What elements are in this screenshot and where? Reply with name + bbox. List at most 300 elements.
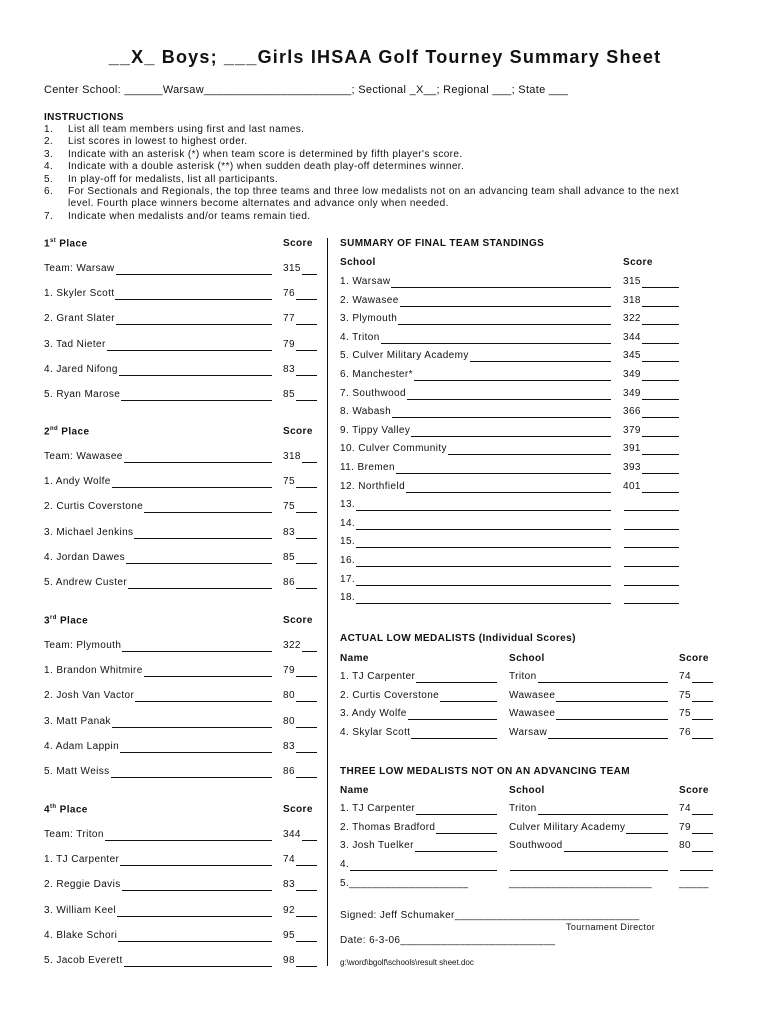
underline [538,671,668,683]
underline [624,592,679,604]
underline [642,350,679,362]
standing-score-field [623,443,679,455]
underline [135,690,272,702]
standing-school-field [340,518,611,530]
standing-score: 349 [623,387,641,399]
name-field [44,389,272,401]
standing-school-field [340,462,611,474]
place-label: Place [61,426,90,438]
underline [642,332,679,344]
underline [415,840,497,852]
score-field [283,476,317,488]
underline [692,708,713,720]
player-name: 5. Jacob Everett [44,955,123,966]
standing-score-field [623,406,679,418]
standing-score: 391 [623,443,641,455]
underline [122,879,272,891]
name-field [44,288,272,300]
name-field [44,879,272,891]
underline [116,313,272,325]
underline [624,555,679,567]
standings-score-header: Score [623,257,653,268]
medalist-score-field [679,859,713,871]
score-field [283,716,317,728]
underline [692,822,713,834]
instruction-text: Indicate with an asterisk (*) when team score is determined by fifth player's score. [68,148,463,160]
underline [391,276,611,288]
medalist-score: 76 [679,727,691,739]
score-header: Score [283,804,313,815]
player-score: 95 [283,929,295,941]
standing-school: 9. Tippy Valley [340,424,411,436]
place-number: 3 [44,615,50,627]
underline [107,339,272,351]
name-field [44,451,272,463]
standing-school-field [340,574,611,586]
score-field [283,690,317,702]
medalist-name-field [340,859,497,871]
medalist-name-field [340,708,497,720]
underline [548,727,668,739]
standing-school-field [340,499,611,511]
standing-school-field [340,443,611,455]
underline [406,481,611,493]
medalist-school: Wawasee [509,689,556,701]
team-score: 315 [283,263,301,274]
instruction-number: 3. [44,148,54,160]
underline [624,518,679,530]
medalist-school-field [509,822,668,834]
standing-school-field [340,332,611,344]
name-field [44,640,272,652]
underline [124,451,272,463]
underline [296,527,317,539]
underline [392,406,611,418]
standing-school-field [340,425,611,437]
medalist-school-field [509,803,668,815]
score-field [283,451,317,463]
underline [134,527,272,539]
player-score: 83 [283,363,295,375]
player-name: 2. Grant Slater [44,313,116,325]
player-name: 3. Michael Jenkins [44,526,134,538]
score-field [283,640,317,652]
underline [296,854,317,866]
non-advancing-score-header: Score [679,785,709,796]
player-name: 3. Tad Nieter [44,338,106,350]
underline [296,288,317,300]
place-heading [44,426,89,437]
player-score: 74 [283,854,295,866]
standings-heading: SUMMARY OF FINAL TEAM STANDINGS [340,238,545,249]
standing-score-field [623,369,679,381]
underline [692,690,713,702]
player-name: 2. Josh Van Vactor [44,690,135,702]
medalist-name: 5.____________________ [340,877,469,889]
name-field [44,476,272,488]
standing-school-field [340,295,611,307]
low-medalists-name-header: Name [340,653,369,664]
player-score: 80 [283,715,295,727]
standing-score-field [623,518,679,530]
place-number: 2 [44,426,50,438]
score-field [283,854,317,866]
instruction-number: 5. [44,173,54,185]
underline [407,388,611,400]
underline [144,501,272,513]
underline [642,481,679,493]
underline [692,727,713,739]
standing-school: 7. Southwood [340,387,406,399]
standing-score-field [623,462,679,474]
place-heading [44,238,87,249]
medalist-name: 1. TJ Carpenter [340,803,416,814]
standing-score-field [623,555,679,567]
standing-school-field [340,369,611,381]
medalist-score: 80 [679,840,691,852]
underline [396,462,611,474]
score-field [283,829,317,841]
standing-school-field [340,350,611,362]
standing-school: 6. Manchester* [340,369,413,380]
name-field [44,577,272,589]
standing-score: 393 [623,462,641,473]
underline [296,905,317,917]
name-field [44,263,272,275]
underline [296,766,317,778]
medalist-school: Southwood [509,840,563,852]
standing-school-field [340,388,611,400]
player-name: 5. Matt Weiss [44,766,110,777]
medalist-name: 3. Andy Wolfe [340,708,407,720]
signature-role: Tournament Director [566,922,656,932]
standing-score: 315 [623,276,641,287]
standing-school-field [340,276,611,288]
player-name: 1. Skyler Scott [44,288,115,300]
non-advancing-name-header: Name [340,785,369,796]
underline [118,930,272,942]
name-field [44,905,272,917]
place-number: 4 [44,804,50,816]
player-name: 1. Brandon Whitmire [44,665,143,677]
score-field [283,501,317,513]
name-field [44,766,272,778]
underline [356,518,611,530]
underline [302,263,317,275]
medalist-name-field [340,727,497,739]
underline [356,555,611,567]
underline [556,708,668,720]
player-score: 83 [283,740,295,752]
standing-score-field [623,425,679,437]
medalist-school-field [509,840,668,852]
standing-school: 11. Bremen [340,462,395,473]
underline [120,854,272,866]
underline [564,840,668,852]
name-field [44,716,272,728]
standing-school-field [340,592,611,604]
underline [111,766,272,778]
place-label: Place [59,238,88,250]
underline [296,741,317,753]
name-field [44,955,272,967]
instruction-text: Indicate when medalists and/or teams remain tied. [68,210,311,222]
player-score: 75 [283,501,295,513]
name-field [44,930,272,942]
standing-school: 14. [340,517,356,529]
standing-school: 18. [340,592,356,604]
medalist-score: _____ [679,877,709,889]
underline [296,716,317,728]
underline [296,665,317,677]
name-field [44,829,272,841]
medalist-name-field [340,803,497,815]
medalist-score-field [679,803,713,815]
score-header: Score [283,615,313,626]
medalist-name-field [340,671,497,683]
underline [296,552,317,564]
underline [122,640,272,652]
underline [302,451,317,463]
low-medalists-school-header: School [509,653,545,664]
score-field [283,288,317,300]
score-field [283,766,317,778]
underline [112,716,272,728]
underline [117,905,272,917]
medalist-school-field [509,690,668,702]
team-score: 344 [283,829,301,840]
footer-file-path: g:\word\bgolf\schools\result sheet.doc [340,958,474,967]
score-field [283,313,317,325]
standing-score-field [623,332,679,344]
standings-school-header: School [340,257,376,268]
underline [296,879,317,891]
score-field [283,389,317,401]
underline [124,955,272,967]
underline [356,499,611,511]
underline [296,501,317,513]
standing-score-field [623,536,679,548]
medalist-score: 74 [679,803,691,814]
standing-score-field [623,276,679,288]
score-field [283,263,317,275]
medalist-school-field [509,708,668,720]
underline [302,640,317,652]
column-divider [327,238,328,966]
instruction-text: List scores in lowest to highest order. [68,136,248,148]
instruction-number: 7. [44,210,54,222]
underline [510,859,668,871]
low-medalists-score-header: Score [679,653,709,664]
center-school-line: Center School: ______Warsaw_______________________; Sectional _X__; Regional ___; State ___ [44,84,569,96]
underline [642,295,679,307]
place-suffix: rd [49,615,57,621]
score-field [283,527,317,539]
standing-score: 379 [623,424,641,436]
underline [105,829,272,841]
name-field [44,527,272,539]
underline [302,829,317,841]
standing-school-field [340,406,611,418]
underline [126,552,272,564]
place-suffix: st [49,238,57,244]
standing-score-field [623,388,679,400]
underline [119,364,272,376]
name-field [44,665,272,677]
player-name: 2. Curtis Coverstone [44,501,144,513]
name-field [44,364,272,376]
standing-score-field [623,592,679,604]
medalist-name-field [340,840,497,852]
score-field [283,665,317,677]
underline [112,476,272,488]
underline [692,671,713,683]
medalist-score-field [679,690,713,702]
underline [414,369,611,381]
underline [121,389,272,401]
underline [470,350,611,362]
underline [642,313,679,325]
medalist-name: 2. Curtis Coverstone [340,689,440,701]
name-field [44,552,272,564]
underline [296,577,317,589]
underline [296,476,317,488]
standing-score: 401 [623,480,641,492]
instructions-heading: INSTRUCTIONS [44,112,124,123]
standing-school: 1. Warsaw [340,276,391,287]
underline [398,313,611,325]
medalist-score-field [679,727,713,739]
medalist-school: Wawasee [509,708,556,720]
score-field [283,905,317,917]
player-score: 98 [283,955,295,966]
standing-school: 4. Triton [340,331,380,343]
underline [556,690,668,702]
standing-score-field [623,295,679,307]
instruction-text: level. Fourth place winners become alternates and advance only when needed. [68,198,449,210]
medalist-school: Culver Military Academy [509,821,626,833]
score-field [283,577,317,589]
score-field [283,930,317,942]
place-heading [44,615,88,626]
medalist-score-field [679,840,713,852]
medalist-name: 4. [340,859,350,871]
player-name: 4. Adam Lappin [44,740,120,752]
standing-school: 3. Plymouth [340,313,398,325]
standing-school: 17. [340,573,356,585]
player-name: 1. TJ Carpenter [44,854,120,866]
score-field [283,552,317,564]
standing-school: 12. Northfield [340,480,406,492]
instruction-text: List all team members using first and last names. [68,124,305,135]
name-field [44,741,272,753]
medalist-name-field [340,878,497,889]
medalist-score-field [679,671,713,683]
medalist-school: Triton [509,671,537,682]
instruction-number: 4. [44,161,54,173]
medalist-score-field [679,878,713,889]
standing-school-field [340,536,611,548]
standing-school-field [340,555,611,567]
name-field [44,854,272,866]
instruction-number: 1. [44,124,54,135]
player-name: 3. William Keel [44,904,117,916]
underline [416,803,497,815]
place-suffix: nd [49,426,59,432]
medalist-score: 74 [679,671,691,682]
standing-score: 366 [623,406,641,418]
name-field [44,313,272,325]
underline [144,665,272,677]
underline [296,955,317,967]
medalist-score: 79 [679,821,691,833]
player-name: 1. Andy Wolfe [44,476,111,488]
player-name: 4. Jared Nifong [44,363,118,375]
score-header: Score [283,238,313,249]
underline [642,425,679,437]
player-score: 75 [283,476,295,488]
player-score: 83 [283,526,295,538]
underline [680,859,713,871]
medalist-name: 4. Skylar Scott [340,727,411,739]
underline [692,803,713,815]
place-heading [44,804,88,815]
underline [120,741,272,753]
player-score: 86 [283,766,295,777]
standing-score: 349 [623,369,641,380]
player-name: 4. Jordan Dawes [44,551,126,563]
player-score: 92 [283,904,295,916]
team-score: 322 [283,640,301,651]
medalist-school-field [509,671,668,683]
underline [296,339,317,351]
underline [408,708,497,720]
player-score: 80 [283,690,295,702]
medalist-score-field [679,822,713,834]
underline [356,574,611,586]
place-label: Place [59,804,88,816]
standing-school: 8. Wabash [340,406,392,418]
underline [642,369,679,381]
standing-school: 13. [340,499,356,511]
player-score: 86 [283,577,295,588]
player-name: 2. Reggie Davis [44,879,121,891]
underline [624,499,679,511]
medalist-school-field [509,727,668,739]
underline [642,443,679,455]
underline [296,930,317,942]
underline [296,313,317,325]
instruction-text: For Sectionals and Regionals, the top three teams and three low medalists not on an advancing team shall advance to the next [68,186,680,197]
medalist-name-field [340,822,497,834]
underline [400,295,611,307]
underline [436,822,497,834]
player-name: 4. Blake Schori [44,929,118,941]
underline [356,536,611,548]
team-name: Team: Triton [44,829,104,840]
standing-school: 5. Culver Military Academy [340,350,469,362]
date-line: Date: 6-3-06__________________________ [340,935,556,946]
standing-score: 322 [623,313,641,325]
place-label: Place [59,615,89,627]
underline [692,840,713,852]
underline [116,263,272,275]
underline [296,389,317,401]
player-name: 5. Andrew Custer [44,577,128,588]
team-name: Team: Plymouth [44,640,122,651]
underline [296,690,317,702]
player-score: 79 [283,338,295,350]
